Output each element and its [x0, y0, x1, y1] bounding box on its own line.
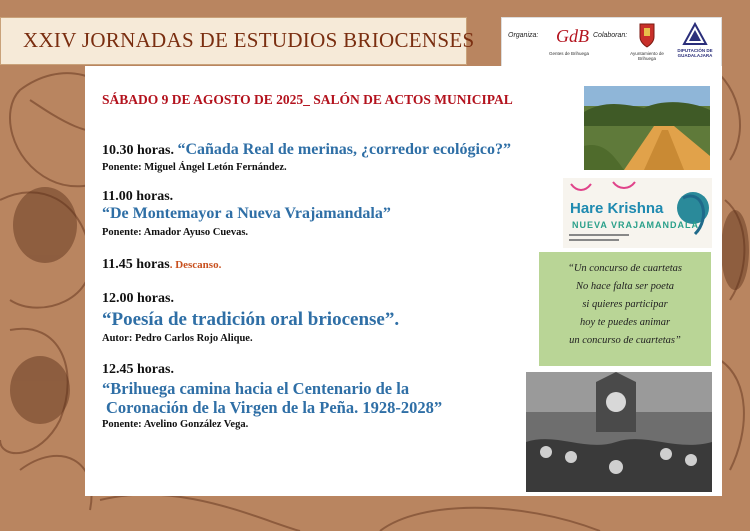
title-banner — [0, 17, 475, 65]
page-title: XXIV JORNADAS DE ESTUDIOS BRIOCENSES — [23, 28, 475, 52]
speaker-1030: Ponente: Miguel Ángel Letón Fernández. — [102, 162, 287, 173]
talk-title-1245-line1: “Brihuega camina hacia el Centenario de la — [102, 379, 410, 398]
date-venue-heading: SÁBADO 9 DE AGOSTO DE 2025_ SALÓN DE ACTOS MUNICIPAL — [102, 92, 513, 107]
poem-box — [539, 252, 711, 366]
time-1145: 11.45 horas — [102, 257, 170, 272]
svg-text:GdB: GdB — [556, 26, 589, 46]
poem-line: si quieres participar — [582, 299, 668, 310]
time-1100: 11.00 horas. — [102, 189, 174, 204]
talk-title-1100: “De Montemayor a Nueva Vrajamandala” — [102, 205, 391, 222]
poem-line: un concurso de cuartetas” — [569, 335, 681, 346]
time-1200: 12.00 horas. — [102, 291, 174, 306]
talk-title-1030: “Cañada Real de merinas, ¿corredor ecológico?” — [177, 141, 512, 158]
break-label: . Descanso. — [169, 259, 222, 271]
hare-krishna-subtitle: NUEVA VRAJAMANDALA — [572, 220, 700, 230]
talk-title-1245-line2: Coronación de la Virgen de la Peña. 1928-2028” — [106, 398, 443, 417]
diputacion-logo-caption: DIPUTACIÓN DE GUADALAJARA — [677, 48, 713, 58]
coronation-historical-photo — [526, 372, 712, 492]
speaker-1245: Ponente: Avelino González Vega. — [102, 419, 249, 430]
hare-krishna-title: Hare Krishna — [570, 200, 664, 217]
canada-landscape-photo — [584, 86, 710, 170]
program-item-1145 — [102, 257, 221, 273]
speaker-1200: Autor: Pedro Carlos Rojo Alique. — [102, 333, 253, 344]
gentes-logo-caption: Gentes de Brihuega — [548, 51, 590, 56]
diputacion-logo-icon — [682, 22, 708, 46]
colaboran-label: Colaboran: — [593, 32, 628, 39]
poem-line: hoy te puedes animar — [579, 317, 671, 328]
speaker-1100: Ponente: Amador Ayuso Cuevas. — [102, 227, 249, 238]
organiza-label: Organiza: — [508, 32, 539, 39]
sponsors-box — [501, 17, 722, 67]
talk-title-1200: “Poesía de tradición oral briocense”. — [102, 309, 400, 330]
poem-line: No hace falta ser poeta — [576, 281, 674, 292]
ayuntamiento-shield-icon — [638, 22, 656, 48]
gentes-logo-icon — [554, 24, 589, 48]
program-item-1030 — [102, 141, 511, 159]
time-1245: 12.45 horas. — [102, 362, 174, 377]
time-1030: 10.30 horas. — [102, 143, 174, 158]
poem-line: “Un concurso de cuartetas — [567, 263, 683, 274]
ayuntamiento-logo-caption: Ayuntamiento de Brihuega — [630, 51, 664, 61]
